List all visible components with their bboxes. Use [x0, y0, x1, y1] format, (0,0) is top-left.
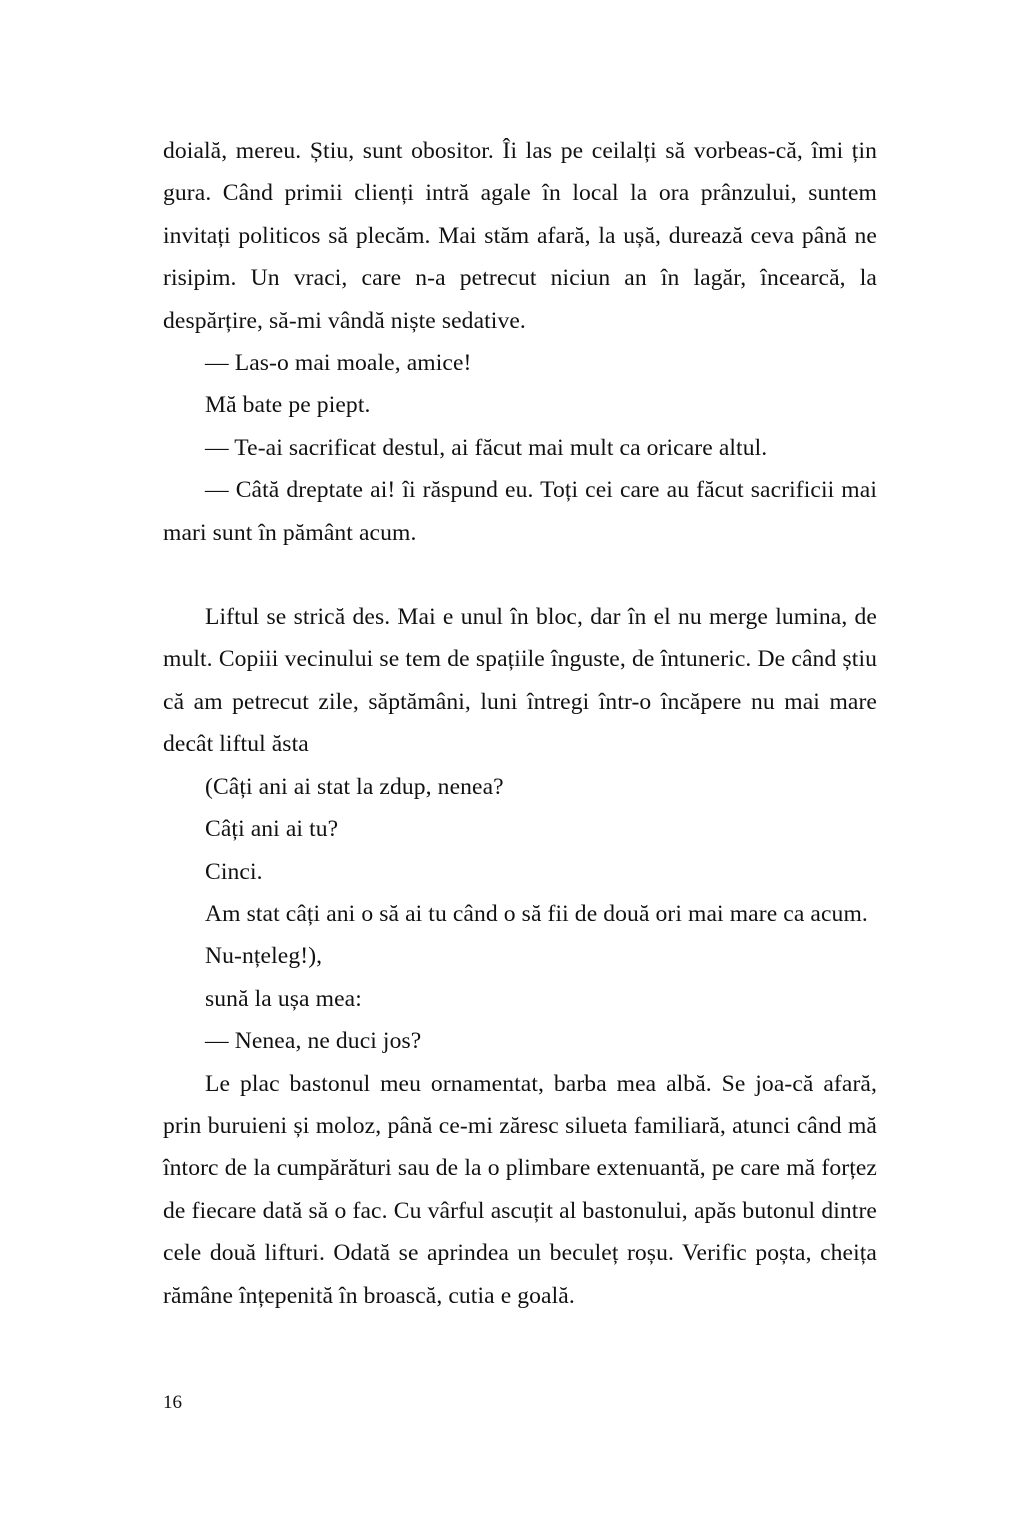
paragraph: Am stat câți ani o să ai tu când o să fii de două ori mai mare ca acum.	[205, 900, 868, 927]
paragraph: — Te-ai sacrificat destul, ai făcut mai mult ca oricare altul.	[205, 434, 768, 461]
paragraph: (Câți ani ai stat la zdup, nenea?	[205, 773, 504, 800]
paragraph: Liftul se strică des. Mai e unul în bloc, dar în el nu merge lumina, de mult. Copiii vecinului se tem de spațiile înguste, de întuneric. De când știu că am petrecut zile, săptămâni, luni întregi într-o încăpere nu mai mare decât liftul ăsta	[163, 604, 877, 758]
paragraph: doială, mereu. Știu, sunt obositor. Îi las pe ceilalți să vorbeas-că, îmi țin gura. Când primii clienți intră agale în local la ora prânzului, suntem invitați politicos să plecăm. Mai stăm afară, la ușă, durează ceva până ne risipim. Un vraci, care n-a petrecut niciun an în lagăr, încearcă, la despărțire, să-mi vândă niște sedative.	[163, 138, 877, 334]
paragraph: Câți ani ai tu?	[205, 816, 339, 843]
paragraph: — Las-o mai moale, amice!	[205, 350, 472, 377]
paragraph: Cinci.	[205, 858, 263, 885]
paragraph: Nu-nțeleg!),	[205, 943, 323, 970]
body-text	[163, 130, 877, 1317]
paragraph: — Nenea, ne duci jos?	[205, 1028, 422, 1055]
paragraph: Le plac bastonul meu ornamentat, barba mea albă. Se joa-că afară, prin buruieni și moloz, până ce-mi zăresc silueta familiară, atunci când mă întorc de la cumpărături sau de la o plimbare extenuantă, pe care mă forțez de fiecare dată să o fac. Cu vârful ascuțit al bastonului, apăs butonul dintre cele două lifturi. Odată se aprindea un beculeț roșu. Verific poșta, cheița rămâne înțepenită în broască, cutia e goală.	[163, 1070, 877, 1309]
paragraph: — Câtă dreptate ai! îi răspund eu. Toți cei care au făcut sacrificii mai mari sunt în pământ acum.	[163, 477, 877, 546]
paragraph: sună la ușa mea:	[205, 985, 362, 1012]
paragraph: Mă bate pe piept.	[205, 392, 371, 419]
paragraph-break	[163, 554, 877, 596]
page-number: 16	[163, 1392, 182, 1413]
